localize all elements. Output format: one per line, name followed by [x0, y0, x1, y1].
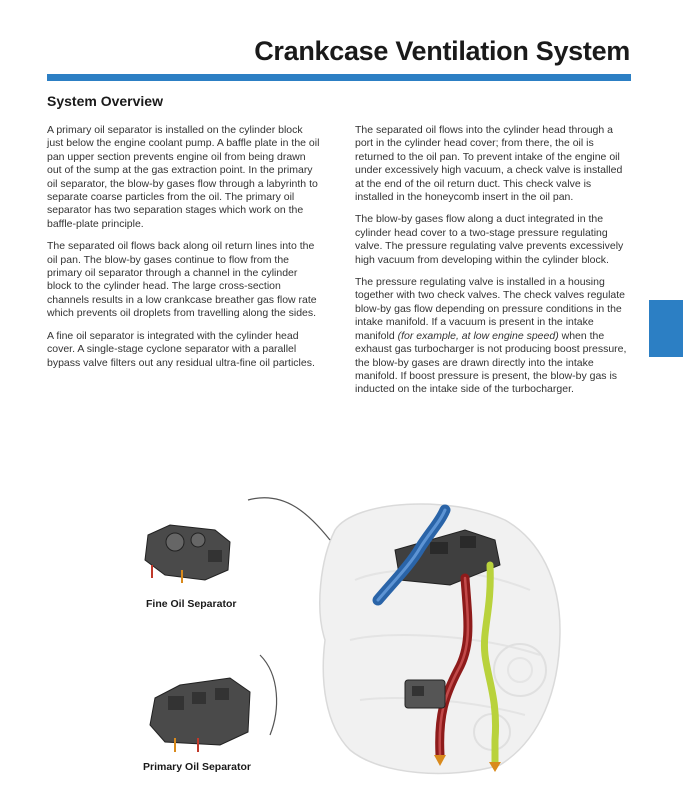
caption-fine-oil-separator: Fine Oil Separator — [146, 598, 237, 610]
paragraph: A fine oil separator is integrated with the cylinder head cover. A single-stage cyclone separator with a parallel bypass valve filters out any residual ultra-fine oil particles. — [47, 329, 315, 369]
italic-note: (for example, at low engine speed) — [397, 329, 559, 342]
text-run: The pressure regulating valve is installed in a housing together with two check valves. The check valves regulate blow-by gas flow depending on pressure conditions in the intake manifold. If a vacuum is present in the intake manifold — [355, 276, 626, 342]
leader-line-fine — [248, 498, 330, 540]
section-heading: System Overview — [47, 93, 163, 109]
engine-diagram — [120, 470, 590, 780]
leader-line-primary — [260, 655, 277, 735]
paragraph: The blow-by gases flow along a duct integrated in the cylinder head cover to a two-stage pressure regulating valve. The pressure regulating valve prevents excessively high vacuum from developing within the cylinder block. — [355, 213, 624, 266]
paragraph: A primary oil separator is installed on the cylinder block just below the engine coolant pump. A baffle plate in the oil pan upper section prevents engine oil from being drawn out of the sump at the gas extraction point. In the primary oil separator, the blow-by gases flow through a labyrinth to separate coarse particles from the oil. The primary oil separator has two separation stages which work on the baffle-plate principle. — [47, 124, 320, 230]
left-text-column — [47, 124, 321, 379]
right-text-column — [355, 124, 631, 406]
engine-illustration — [120, 470, 590, 780]
paragraph-last — [355, 276, 631, 397]
primary-separator-installed — [405, 680, 445, 708]
caption-primary-oil-separator: Primary Oil Separator — [143, 761, 251, 773]
primary-oil-separator-part — [150, 678, 250, 752]
page-title: Crankcase Ventilation System — [254, 36, 630, 66]
chapter-tab-marker — [649, 300, 683, 357]
paragraph: The separated oil flows back along oil return lines into the oil pan. The blow-by gases continue to flow from the primary oil separator through a channel in the cylinder block to the cylinder head. The large cross-section channels results in a low crankcase breather gas flow rate which prevents oil droplets from travelling along the sides. — [47, 240, 317, 320]
paragraph: The separated oil flows into the cylinder head through a port in the cylinder head cover; from there, the oil is returned to the oil pan. To prevent intake of the engine oil under excessively high vacuum, a check valve is installed at the end of the oil return duct. This check valve is installed in the honeycomb insert in the oil pan. — [355, 124, 623, 204]
title-rule — [47, 74, 631, 81]
fine-oil-separator-part — [145, 525, 230, 583]
text-run: when the exhaust gas turbocharger is not producing boost pressure, the blow-by gases are drawn directly into the intake manifold. If boost pressure is present, the blow-by gas is inducted on the intake side of the turbocharger. — [355, 329, 627, 396]
